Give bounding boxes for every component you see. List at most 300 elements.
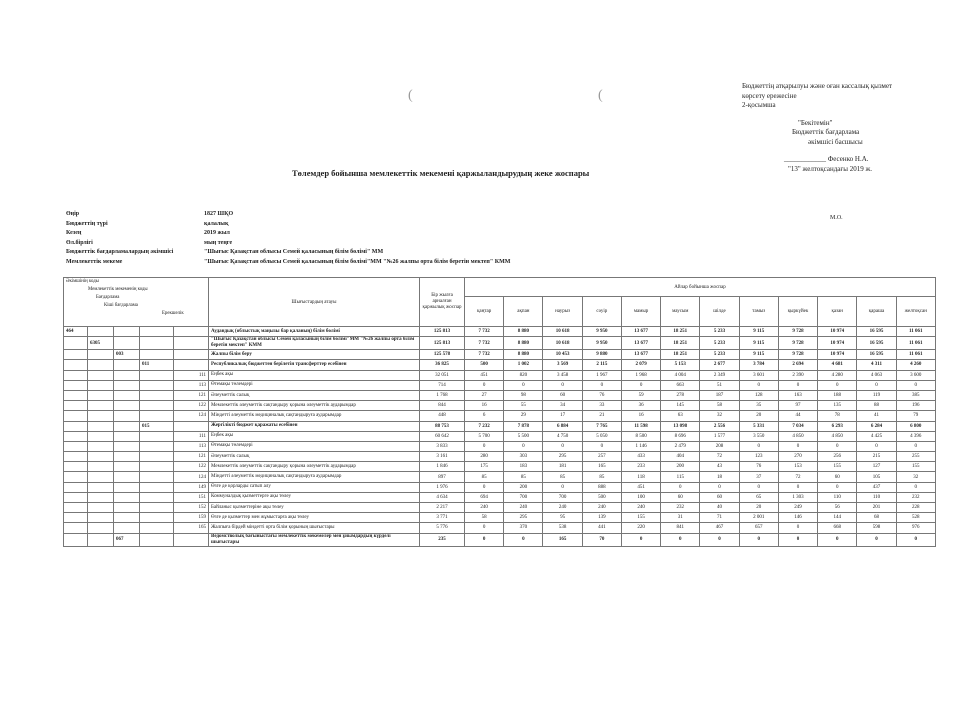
code-cell (114, 380, 140, 390)
month-value-cell: 55 (504, 401, 543, 411)
code-cell (88, 482, 114, 492)
month-value-cell: 0 (661, 533, 700, 546)
header-subprogram: Кіші бағдарлама (104, 303, 138, 308)
month-value-cell: 31 (661, 513, 700, 523)
month-value-cell: 280 (465, 452, 504, 462)
code-cell: 121 (174, 452, 209, 462)
meta-key: Бюджеттік бағдарламалардың әкімшісі (66, 249, 174, 255)
month-value-cell: 404 (661, 452, 700, 462)
annual-total-cell: 714 (420, 380, 465, 390)
code-cell (174, 533, 209, 546)
month-value-cell: 8 880 (504, 350, 543, 360)
month-value-cell: 6 884 (543, 421, 582, 431)
code-cell (114, 472, 140, 482)
month-value-cell: 3 569 (543, 360, 582, 370)
code-cell: 6305 (88, 337, 114, 350)
month-value-cell: 370 (504, 523, 543, 533)
meta-row (66, 248, 510, 258)
annual-total-cell: 3 833 (420, 441, 465, 451)
code-cell (64, 452, 88, 462)
month-value-cell: 5 153 (661, 360, 700, 370)
month-value-cell: 63 (661, 411, 700, 421)
annual-total-cell: 4 634 (420, 492, 465, 502)
code-cell: 122 (174, 462, 209, 472)
code-cell (140, 401, 174, 411)
code-cell (64, 472, 88, 482)
month-value-cell: 9 880 (582, 350, 621, 360)
month-value-cell: 0 (896, 482, 935, 492)
month-value-cell: 0 (543, 380, 582, 390)
month-value-cell: 240 (465, 503, 504, 513)
month-value-cell: 9 950 (582, 337, 621, 350)
code-cell: 015 (140, 421, 174, 431)
month-value-cell: 232 (896, 492, 935, 502)
month-value-cell: 451 (621, 482, 660, 492)
month-value-cell: 9 115 (739, 337, 778, 350)
table-row (64, 360, 936, 370)
expense-name-cell: Жергілікті бюджет қаражаты есебінен (209, 421, 420, 431)
month-header: тамыз (739, 297, 778, 327)
month-value-cell: 100 (621, 492, 660, 502)
month-value-cell: 295 (543, 452, 582, 462)
month-value-cell: 10 618 (543, 327, 582, 337)
code-cell (140, 503, 174, 513)
month-value-cell: 2 079 (621, 360, 660, 370)
approval-line: Бюджеттік бағдарлама (792, 128, 860, 136)
month-value-cell: 528 (896, 513, 935, 523)
code-cell (140, 327, 174, 337)
month-value-cell: 146 (778, 513, 817, 523)
month-value-cell: 8 880 (504, 327, 543, 337)
month-value-cell: 2 694 (778, 360, 817, 370)
month-value-cell: 18 (700, 472, 739, 482)
month-value-cell: 9 728 (778, 327, 817, 337)
month-value-cell: 37 (739, 472, 778, 482)
financing-plan-table (63, 277, 936, 547)
table-row (64, 482, 936, 492)
month-value-cell: 0 (621, 380, 660, 390)
month-value-cell: 11 061 (896, 337, 935, 350)
expense-name-cell: Өтемақы төлемдері (209, 380, 420, 390)
month-value-cell: 0 (465, 523, 504, 533)
expense-name-cell: Мемлекеттік әлеуметтік сақтандыру қорына әлеуметтік аударымдар (209, 401, 420, 411)
month-value-cell: 41 (857, 411, 896, 421)
month-value-cell: 0 (818, 533, 857, 546)
month-value-cell: 65 (739, 492, 778, 502)
header-specific: Ерекшелік (162, 311, 184, 316)
month-value-cell: 10 453 (543, 350, 582, 360)
month-header: сәуір (582, 297, 621, 327)
month-value-cell: 0 (739, 380, 778, 390)
month-value-cell: 598 (857, 523, 896, 533)
code-cell (140, 390, 174, 400)
meta-key: Өңір (66, 211, 80, 217)
table-row (64, 472, 936, 482)
code-cell (64, 431, 88, 441)
month-value-cell: 13 677 (621, 350, 660, 360)
approval-line: Бюджеттің атқарылуы және оған кассалық қызмет (742, 82, 893, 90)
code-cell (64, 533, 88, 546)
month-value-cell: 5 233 (700, 337, 739, 350)
month-value-cell: 17 (543, 411, 582, 421)
month-value-cell: 2 349 (700, 370, 739, 380)
code-cell (64, 482, 88, 492)
month-value-cell: 270 (778, 452, 817, 462)
month-value-cell: 60 (818, 472, 857, 482)
month-value-cell: 3 784 (739, 360, 778, 370)
code-cell (64, 513, 88, 523)
annual-header: Бір жылға арналған қаржылық жоспар (420, 278, 465, 327)
month-value-cell: 139 (582, 513, 621, 523)
month-value-cell: 51 (700, 380, 739, 390)
code-cell (88, 380, 114, 390)
code-cell: 111 (174, 370, 209, 380)
annual-total-cell: 1 768 (420, 390, 465, 400)
code-cell (64, 360, 88, 370)
month-value-cell: 200 (504, 482, 543, 492)
month-value-cell: 187 (700, 390, 739, 400)
expense-name-cell: Әлеуметтік салық (209, 452, 420, 462)
month-value-cell: 467 (700, 523, 739, 533)
month-value-cell: 6 800 (896, 421, 935, 431)
month-value-cell: 3 601 (739, 370, 778, 380)
month-header: қараша (857, 297, 896, 327)
month-value-cell: 2 556 (700, 421, 739, 431)
code-cell (88, 533, 114, 546)
code-cell (114, 401, 140, 411)
stamp-place: М.О. (830, 215, 843, 221)
approval-line: көрсету ережесіне (742, 91, 797, 100)
month-value-cell: 668 (818, 523, 857, 533)
code-cell (140, 472, 174, 482)
month-value-cell: 500 (582, 492, 621, 502)
month-value-cell: 123 (739, 452, 778, 462)
code-cell (88, 452, 114, 462)
table-row (64, 401, 936, 411)
month-value-cell: 240 (504, 503, 543, 513)
code-cell (88, 472, 114, 482)
month-value-cell: 13 677 (621, 337, 660, 350)
month-header: желтоқсан (896, 297, 935, 327)
month-value-cell: 278 (661, 390, 700, 400)
annual-total-cell: 235 (420, 533, 465, 546)
month-value-cell: 183 (504, 462, 543, 472)
month-value-cell: 8 880 (504, 337, 543, 350)
code-cell (140, 513, 174, 523)
month-value-cell: 3 600 (896, 370, 935, 380)
month-value-cell: 18 251 (661, 327, 700, 337)
month-value-cell: 16 595 (857, 327, 896, 337)
meta-row (66, 239, 510, 249)
expense-name-cell: Жалпы білім беру (209, 350, 420, 360)
code-cell (114, 523, 140, 533)
month-value-cell: 240 (621, 503, 660, 513)
expense-name-cell: Аудандық (облыстық маңызы бар қаланың) білім бөлімі (209, 327, 420, 337)
approval-line: 2-қосымша (742, 101, 776, 109)
month-value-cell: 0 (700, 482, 739, 492)
month-value-cell: 127 (857, 462, 896, 472)
table-row (64, 337, 936, 350)
month-value-cell: 4 260 (896, 360, 935, 370)
month-value-cell: 7 034 (778, 421, 817, 431)
month-value-cell: 145 (661, 401, 700, 411)
month-value-cell: 58 (465, 513, 504, 523)
code-cell (114, 360, 140, 370)
month-value-cell: 663 (661, 380, 700, 390)
month-value-cell: 4 850 (818, 431, 857, 441)
month-value-cell: 1 146 (621, 441, 660, 451)
month-value-cell: 5 700 (465, 431, 504, 441)
month-value-cell: 165 (543, 533, 582, 546)
annual-total-cell: 448 (420, 411, 465, 421)
table-row (64, 380, 936, 390)
annual-total-cell: 125 578 (420, 350, 465, 360)
month-value-cell: 85 (543, 472, 582, 482)
month-value-cell: 0 (857, 441, 896, 451)
code-cell (88, 327, 114, 337)
code-cell (140, 441, 174, 451)
approval-line: әкімшісі басшысы (808, 137, 863, 146)
month-value-cell: 255 (896, 452, 935, 462)
month-value-cell: 240 (543, 503, 582, 513)
code-cell (88, 360, 114, 370)
month-value-cell: 196 (896, 401, 935, 411)
code-cell: 122 (174, 401, 209, 411)
month-value-cell: 155 (896, 462, 935, 472)
code-cell: 111 (174, 431, 209, 441)
month-value-cell: 4 004 (661, 370, 700, 380)
month-value-cell: 657 (739, 523, 778, 533)
month-value-cell: 16 595 (857, 350, 896, 360)
code-cell (114, 462, 140, 472)
code-cell (88, 411, 114, 421)
code-cell (114, 492, 140, 502)
month-value-cell: 163 (778, 390, 817, 400)
table-row (64, 462, 936, 472)
code-cell: 124 (174, 472, 209, 482)
code-cell (140, 431, 174, 441)
month-header: қыркүйек (778, 297, 817, 327)
table-row (64, 390, 936, 400)
month-value-cell: 0 (465, 380, 504, 390)
month-value-cell: 4 396 (896, 431, 935, 441)
table-row (64, 533, 936, 546)
code-cell (114, 411, 140, 421)
month-header: ақпан (504, 297, 543, 327)
month-value-cell: 303 (504, 452, 543, 462)
month-value-cell: 201 (857, 503, 896, 513)
month-value-cell: 155 (621, 513, 660, 523)
code-cell (114, 370, 140, 380)
month-value-cell: 0 (621, 533, 660, 546)
annual-total-cell: 3 161 (420, 452, 465, 462)
month-value-cell: 188 (818, 390, 857, 400)
meta-row (66, 220, 510, 230)
month-value-cell: 11 061 (896, 327, 935, 337)
month-value-cell: 20 (739, 411, 778, 421)
code-cell (114, 431, 140, 441)
meta-block (66, 210, 510, 267)
code-cell (140, 523, 174, 533)
meta-row (66, 210, 510, 220)
month-value-cell: 0 (739, 441, 778, 451)
code-cell (140, 411, 174, 421)
month-value-cell: 29 (504, 411, 543, 421)
month-value-cell: 6 284 (857, 421, 896, 431)
month-value-cell: 433 (621, 452, 660, 462)
month-value-cell: 7 232 (465, 421, 504, 431)
code-cell (114, 503, 140, 513)
month-value-cell: 56 (818, 503, 857, 513)
month-value-cell: 5 233 (700, 327, 739, 337)
code-cell (64, 350, 88, 360)
month-value-cell: 153 (778, 462, 817, 472)
month-value-cell: 2 479 (661, 441, 700, 451)
month-value-cell: 0 (661, 482, 700, 492)
code-cell (174, 327, 209, 337)
meta-row (66, 258, 510, 268)
annual-total-cell: 844 (420, 401, 465, 411)
month-value-cell: 13 098 (661, 421, 700, 431)
month-header: мамыр (621, 297, 660, 327)
month-value-cell: 32 (896, 472, 935, 482)
month-value-cell: 44 (778, 411, 817, 421)
month-value-cell: 208 (700, 441, 739, 451)
month-value-cell: 34 (543, 401, 582, 411)
month-value-cell: 60 (661, 492, 700, 502)
month-value-cell: 0 (778, 441, 817, 451)
month-value-cell: 175 (465, 462, 504, 472)
month-value-cell: 16 (621, 411, 660, 421)
month-value-cell: 694 (465, 492, 504, 502)
code-cell (88, 462, 114, 472)
annual-total-cell: 3 771 (420, 513, 465, 523)
month-value-cell: 10 618 (543, 337, 582, 350)
month-value-cell: 976 (896, 523, 935, 533)
month-value-cell: 36 (621, 401, 660, 411)
month-value-cell: 8 500 (621, 431, 660, 441)
month-value-cell: 1 968 (621, 370, 660, 380)
month-value-cell: 0 (465, 482, 504, 492)
code-cell (114, 327, 140, 337)
annual-total-cell: 88 753 (420, 421, 465, 431)
month-value-cell: 0 (818, 482, 857, 492)
meta-key: Кезең (66, 230, 82, 236)
expense-name-cell: Еңбек ақы (209, 370, 420, 380)
meta-value: "Шығыс Қазақстан облысы Семей қаласының білім бөлімі" ММ (204, 249, 384, 255)
expense-name-cell: Өзге де қызметтер мен жұмыстарға ақы төлеу (209, 513, 420, 523)
expense-name-cell: Мемлекеттік әлеуметтік сақтандыру қорына әлеуметтік аударымдар (209, 462, 420, 472)
month-value-cell: 9 115 (739, 350, 778, 360)
table-row (64, 350, 936, 360)
month-value-cell: 72 (778, 472, 817, 482)
code-cell (174, 337, 209, 350)
month-value-cell: 220 (621, 523, 660, 533)
month-value-cell: 256 (818, 452, 857, 462)
code-cell (140, 370, 174, 380)
code-cell: 464 (64, 327, 88, 337)
month-header: наурыз (543, 297, 582, 327)
code-cell (64, 492, 88, 502)
month-value-cell: 4 750 (543, 431, 582, 441)
code-cell: 149 (174, 482, 209, 492)
month-value-cell: 441 (582, 523, 621, 533)
month-value-cell: 76 (739, 462, 778, 472)
table-row (64, 503, 936, 513)
expense-name-cell: Жалпыға бірдей міндетті орта білім қорының шығыстары (209, 523, 420, 533)
month-value-cell: 2 677 (700, 360, 739, 370)
month-value-cell: 88 (857, 401, 896, 411)
month-value-cell: 27 (465, 390, 504, 400)
month-value-cell: 0 (818, 441, 857, 451)
month-value-cell: 295 (504, 513, 543, 523)
month-value-cell: 820 (504, 370, 543, 380)
month-value-cell: 7 732 (465, 327, 504, 337)
meta-key: Бюджеттің түрі (66, 220, 108, 227)
month-value-cell: 16 (465, 401, 504, 411)
code-cell (88, 492, 114, 502)
month-value-cell: 0 (582, 380, 621, 390)
month-value-cell: 249 (778, 503, 817, 513)
month-value-cell: 155 (818, 462, 857, 472)
month-value-cell: 240 (582, 503, 621, 513)
month-value-cell: 0 (857, 533, 896, 546)
month-value-cell: 18 251 (661, 337, 700, 350)
month-value-cell: 4 850 (778, 431, 817, 441)
month-value-cell: 5 233 (700, 350, 739, 360)
month-value-cell: 110 (818, 492, 857, 502)
month-value-cell: 9 728 (778, 350, 817, 360)
month-value-cell: 11 598 (621, 421, 660, 431)
month-value-cell: 71 (700, 513, 739, 523)
month-value-cell: 11 061 (896, 350, 935, 360)
month-value-cell: 144 (818, 513, 857, 523)
code-cell: 151 (174, 492, 209, 502)
month-value-cell: 68 (857, 513, 896, 523)
code-cell (88, 401, 114, 411)
month-value-cell: 32 (700, 411, 739, 421)
month-value-cell: 21 (582, 411, 621, 421)
month-value-cell: 700 (504, 492, 543, 502)
expense-name-cell: Ведомстволық бағыныстағы мемлекеттік мекемелер мен ұйымдардың күрделі шығыстары (209, 533, 420, 546)
expense-name-cell: "Шығыс Қазақстан облысы Семей қаласының білім бөлімі"ММ "№26 жалпы орта білім беретін мектеп" КММ (209, 337, 420, 350)
month-value-cell: 9 950 (582, 327, 621, 337)
scan-artifact: ( (598, 88, 603, 103)
code-cell (140, 380, 174, 390)
month-value-cell: 118 (621, 472, 660, 482)
meta-value: 2019 жыл (204, 230, 230, 236)
annual-total-cell: 60 642 (420, 431, 465, 441)
expense-name-cell: Еңбек ақы (209, 431, 420, 441)
month-header: маусым (661, 297, 700, 327)
month-value-cell: 33 (582, 401, 621, 411)
table-row (64, 370, 936, 380)
month-value-cell: 165 (582, 462, 621, 472)
code-cell (88, 441, 114, 451)
month-value-cell: 257 (582, 452, 621, 462)
month-value-cell: 4 681 (818, 360, 857, 370)
expense-name-cell: Өтемақы төлемдері (209, 441, 420, 451)
meta-key: Өл.бірлігі (66, 239, 93, 246)
annual-total-cell: 2 217 (420, 503, 465, 513)
month-value-cell: 0 (543, 482, 582, 492)
month-value-cell: 4 280 (818, 370, 857, 380)
month-value-cell: 20 (739, 503, 778, 513)
table-row (64, 452, 936, 462)
code-cell (88, 390, 114, 400)
month-value-cell: 6 (465, 411, 504, 421)
month-value-cell: 5 500 (504, 431, 543, 441)
